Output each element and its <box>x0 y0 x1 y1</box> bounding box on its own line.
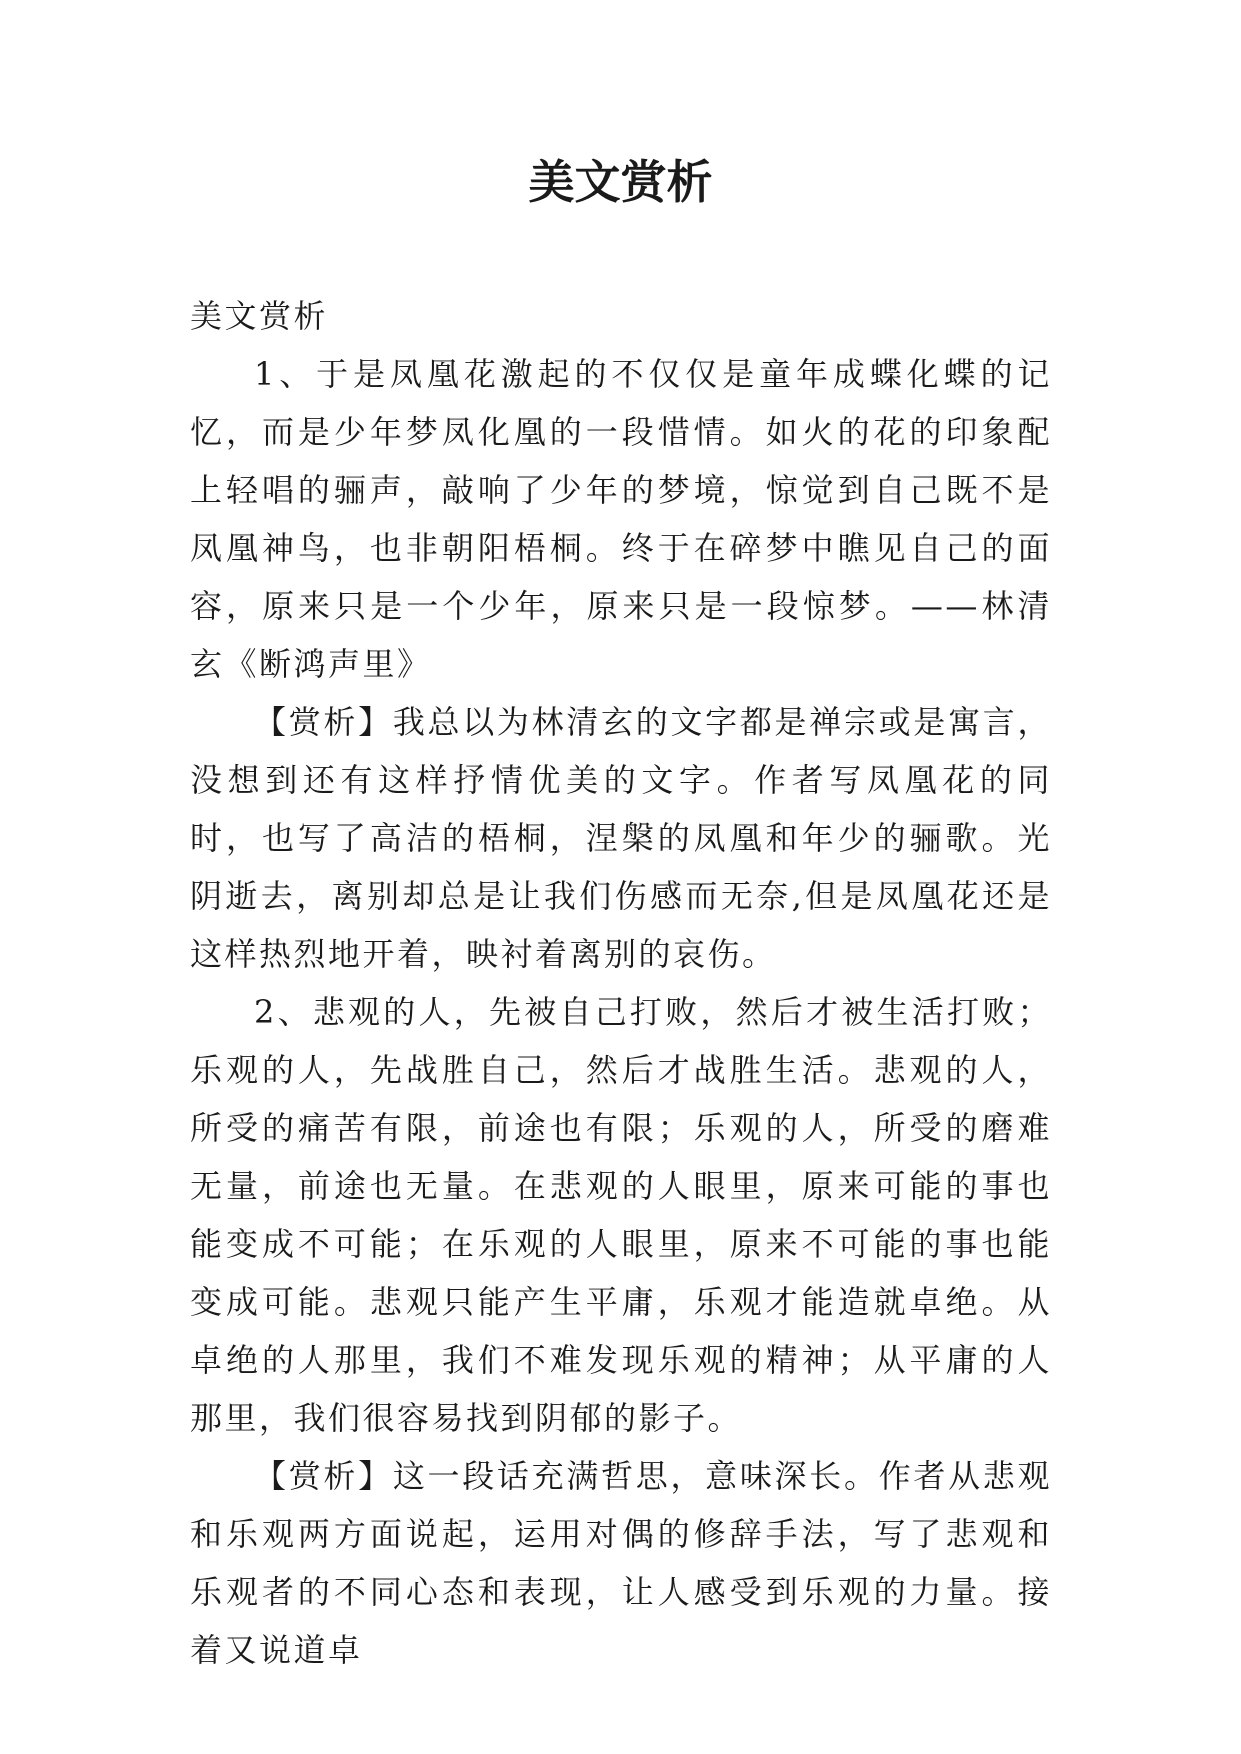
paragraph-3: 2、悲观的人，先被自己打败，然后才被生活打败；乐观的人，先战胜自己，然后才战胜生活。悲观的人，所受的痛苦有限，前途也有限；乐观的人，所受的磨难无量，前途也无量。在悲观的人眼里，原来可能的事也能变成不可能；在乐观的人眼里，原来不可能的事也能变成可能。悲观只能产生平庸，乐观才能造就卓绝。从卓绝的人那里，我们不难发现乐观的精神；从平庸的人那里，我们很容易找到阴郁的影子。 <box>190 993 1052 1437</box>
paragraph-4: 【赏析】这一段话充满哲思，意味深长。作者从悲观和乐观两方面说起，运用对偶的修辞手法，写了悲观和乐观者的不同心态和表现，让人感受到乐观的力量。接着又说道卓 <box>190 1457 1052 1669</box>
document-body <box>190 287 1052 1679</box>
paragraph-1: 1、于是凤凰花激起的不仅仅是童年成蝶化蝶的记忆，而是少年梦凤化凰的一段惜情。如火的花的印象配上轻唱的骊声，敲响了少年的梦境，惊觉到自己既不是凤凰神鸟，也非朝阳梧桐。终于在碎梦中瞧见自己的面容，原来只是一个少年，原来只是一段惊梦。——林清玄《断鸿声里》 <box>190 355 1052 683</box>
paragraph-2: 【赏析】我总以为林清玄的文字都是禅宗或是寓言，没想到还有这样抒情优美的文字。作者写凤凰花的同时，也写了高洁的梧桐，涅槃的凤凰和年少的骊歌。光阴逝去，离别却总是让我们伤感而无奈,但是凤凰花还是这样热烈地开着，映衬着离别的哀伤。 <box>190 703 1052 973</box>
section-heading: 美文赏析 <box>190 297 329 335</box>
page-title: 美文赏析 <box>528 155 713 209</box>
